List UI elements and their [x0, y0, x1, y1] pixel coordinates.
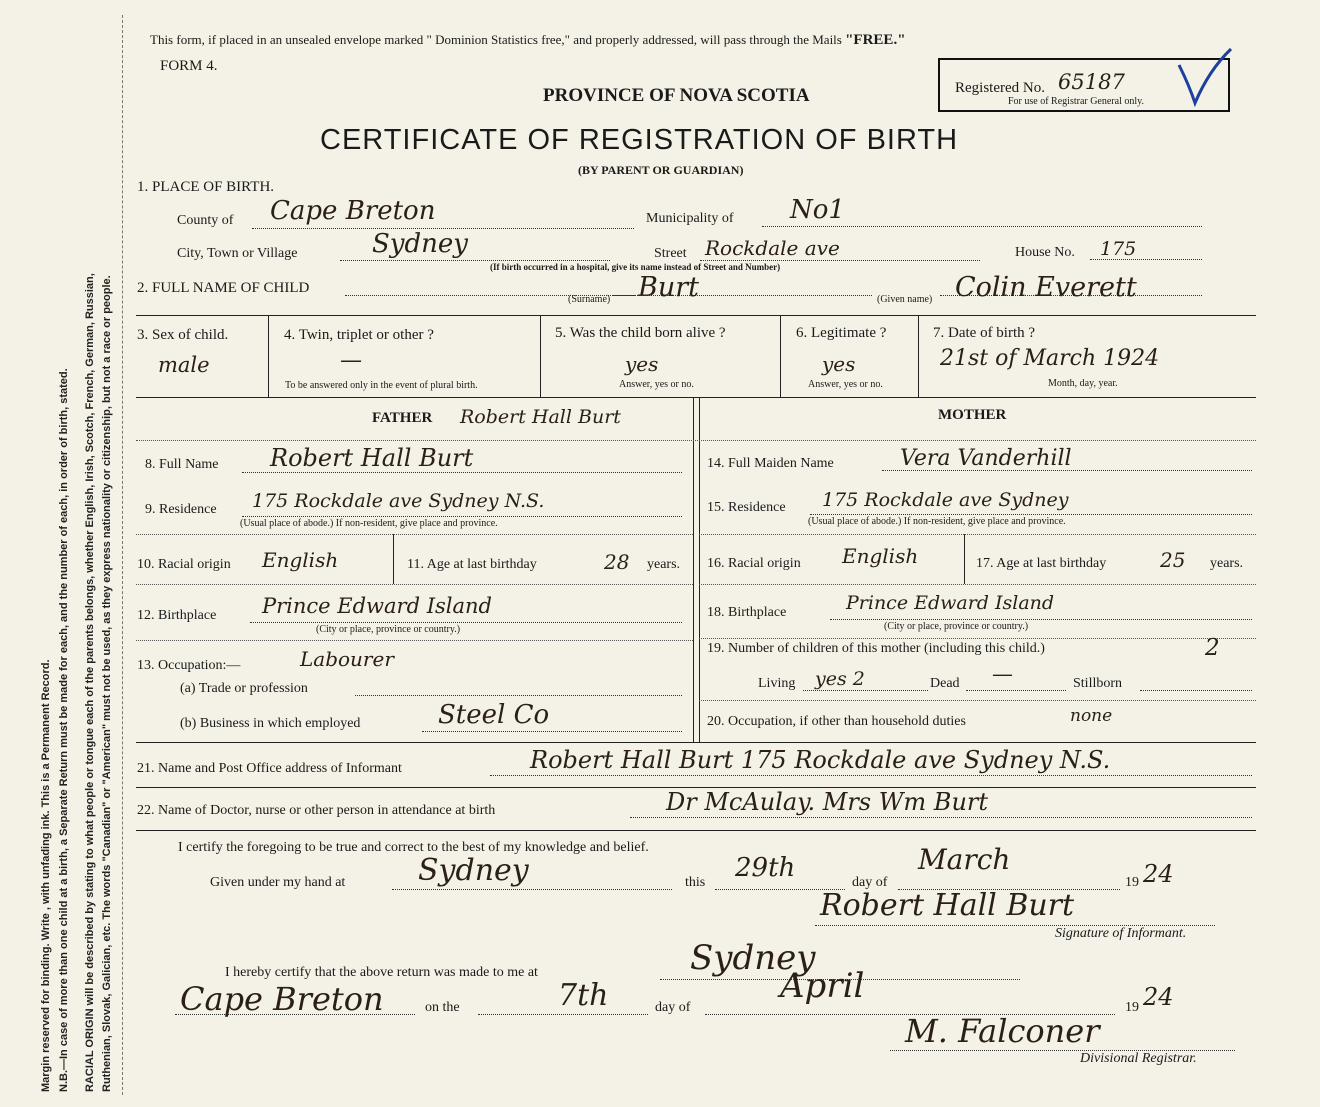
father-header-value: Robert Hall Burt	[460, 406, 621, 428]
father-racial-label: 10. Racial origin	[137, 557, 231, 572]
city-value: Sydney	[372, 229, 468, 259]
mother-birthplace-label: 18. Birthplace	[707, 605, 787, 620]
mother-birthplace-note: (City or place, province or country.)	[884, 621, 1029, 632]
legitimate-note: Answer, yes or no.	[808, 379, 883, 390]
day-of-label: day of	[852, 875, 888, 890]
given-name-value: Colin Everett	[955, 272, 1137, 303]
registered-county-value: Cape Breton	[180, 980, 384, 1018]
father-residence-note: (Usual place of abode.) If non-resident, give place and province.	[240, 518, 498, 529]
registered-month-value: April	[780, 966, 865, 1006]
province-heading: PROVINCE OF NOVA SCOTIA	[543, 85, 810, 106]
mother-residence-label: 15. Residence	[707, 500, 786, 515]
mother-age-label: 17. Age at last birthday	[976, 556, 1107, 571]
dob-note: Month, day, year.	[1048, 378, 1118, 389]
certify-statement: I certify the foregoing to be true and correct to the best of my knowledge and belief.	[178, 840, 649, 855]
father-birthplace-value: Prince Edward Island	[262, 594, 492, 618]
mother-full-name-value: Vera Vanderhill	[900, 446, 1072, 471]
dob-value: 21st of March 1924	[940, 346, 1160, 371]
given-year-value: 24	[1143, 860, 1174, 888]
margin-note-multiple-births: N.B.—In case of more than one child at a birth, a Separate Return must be made for each, and the number of each, in order of birth, stated.	[58, 368, 70, 1092]
mother-occupation-value: none	[1070, 706, 1113, 726]
legitimate-value: yes	[822, 352, 856, 376]
mother-full-name-label: 14. Full Maiden Name	[707, 456, 834, 471]
certificate-subtitle: (BY PARENT OR GUARDIAN)	[578, 163, 744, 177]
father-business-value: Steel Co	[438, 700, 550, 730]
born-alive-value: yes	[625, 352, 659, 376]
registered-at-value: Sydney	[690, 938, 816, 978]
signature-informant-label: Signature of Informant.	[1055, 926, 1187, 941]
certificate-title: CERTIFICATE OF REGISTRATION OF BIRTH	[320, 124, 959, 156]
informant-value: Robert Hall Burt 175 Rockdale ave Sydney N.S.	[530, 746, 1111, 774]
surname-value: Burt	[638, 272, 699, 303]
given-name-label: (Given name)	[877, 294, 933, 305]
sex-label: 3. Sex of child.	[137, 327, 229, 343]
trade-label: (a) Trade or profession	[180, 681, 308, 696]
registered-day-value: 7th	[558, 978, 609, 1013]
father-years-label: years.	[647, 557, 681, 572]
given-month-value: March	[918, 843, 1011, 876]
municipality-label: Municipality of	[646, 211, 734, 226]
city-label: City, Town or Village	[177, 246, 298, 261]
father-heading: FATHER	[372, 410, 433, 426]
father-age-label: 11. Age at last birthday	[407, 557, 537, 572]
mother-occupation-label: 20. Occupation, if other than household duties	[707, 714, 966, 729]
mother-age-value: 25	[1160, 548, 1186, 572]
street-value: Rockdale ave	[705, 236, 840, 260]
hospital-note: (If birth occurred in a hospital, give its name instead of Street and Number)	[490, 262, 781, 272]
living-label: Living	[758, 676, 796, 691]
given-day-value: 29th	[735, 853, 796, 883]
house-label: House No.	[1015, 245, 1075, 260]
mother-racial-value: English	[842, 544, 919, 568]
municipality-value: No1	[790, 195, 845, 225]
father-residence-label: 9. Residence	[145, 502, 217, 517]
born-alive-note: Answer, yes or no.	[619, 379, 694, 390]
mother-racial-label: 16. Racial origin	[707, 556, 801, 571]
dead-value: —	[992, 662, 1013, 686]
father-age-value: 28	[604, 550, 630, 574]
margin-note-binding: Margin reserved for binding. Write , with unfading ink. This is a Permanent Record.	[40, 659, 52, 1092]
binding-margin-rule	[122, 15, 123, 1095]
registrar-note: For use of Registrar General only.	[1008, 96, 1144, 107]
year-prefix-2-label: 19	[1125, 1000, 1139, 1015]
street-label: Street	[654, 246, 687, 261]
full-name-child-label: 2. FULL NAME OF CHILD	[137, 280, 310, 296]
mother-residence-value: 175 Rockdale ave Sydney	[822, 489, 1069, 511]
father-occupation-value: Labourer	[300, 647, 394, 671]
dob-label: 7. Date of birth ?	[933, 325, 1036, 341]
mother-birthplace-value: Prince Edward Island	[846, 592, 1055, 614]
registrar-signature: M. Falconer	[905, 1012, 1100, 1050]
mail-notice: This form, if placed in an unsealed envelope marked " Dominion Statistics free," and properly addressed, will pass through the Mails "FREE."	[150, 32, 906, 48]
father-residence-value: 175 Rockdale ave Sydney N.S.	[252, 490, 545, 512]
informant-signature: Robert Hall Burt	[820, 888, 1075, 923]
year-prefix-label: 19	[1125, 875, 1139, 890]
informant-label: 21. Name and Post Office address of Informant	[137, 761, 402, 776]
given-at-value: Sydney	[418, 853, 529, 888]
mother-residence-note: (Usual place of abode.) If non-resident, give place and province.	[808, 516, 1066, 527]
father-full-name-value: Robert Hall Burt	[270, 444, 474, 472]
on-the-label: on the	[425, 1000, 460, 1015]
living-value: yes 2	[815, 668, 865, 690]
twin-label: 4. Twin, triplet or other ?	[284, 327, 434, 343]
born-alive-label: 5. Was the child born alive ?	[555, 325, 726, 341]
checkmark-icon	[1175, 45, 1235, 110]
children-count-label: 19. Number of children of this mother (including this child.)	[707, 641, 1045, 656]
given-hand-label: Given under my hand at	[210, 875, 346, 890]
margin-note-racial-origin: RACIAL ORIGIN will be described by stating to what people or tongue each of the parents belongs, whether English, Irish, Scotch, French, German, Russian,	[84, 273, 96, 1092]
mother-years-label: years.	[1210, 556, 1244, 571]
divisional-registrar-label: Divisional Registrar.	[1080, 1051, 1197, 1066]
registered-label: Registered No.	[955, 80, 1045, 96]
father-occupation-label: 13. Occupation:—	[137, 658, 241, 673]
surname-label: (Surname)	[568, 294, 611, 305]
business-label: (b) Business in which employed	[180, 716, 361, 731]
twin-value: —	[340, 348, 362, 373]
stillborn-label: Stillborn	[1073, 676, 1123, 691]
county-value: Cape Breton	[270, 196, 436, 226]
form-number: FORM 4.	[160, 58, 218, 74]
mother-heading: MOTHER	[938, 407, 1007, 423]
county-label: County of	[177, 213, 234, 228]
this-label: this	[685, 875, 706, 890]
twin-note: To be answered only in the event of plural birth.	[285, 380, 478, 391]
sex-value: male	[158, 353, 210, 377]
father-birthplace-note: (City or place, province or country.)	[316, 624, 461, 635]
dead-label: Dead	[930, 676, 960, 691]
legitimate-label: 6. Legitimate ?	[796, 325, 887, 341]
father-full-name-label: 8. Full Name	[145, 457, 219, 472]
day-of-2-label: day of	[655, 1000, 691, 1015]
children-count-value: 2	[1205, 635, 1220, 661]
margin-note-racial-origin-cont: Ruthenian, Slovak, Galician, etc. The words "Canadian" or "American" must not be used, as they express nationality or citizenship, but not a race or people.	[101, 275, 113, 1092]
father-racial-value: English	[262, 548, 339, 572]
house-value: 175	[1100, 238, 1137, 260]
father-birthplace-label: 12. Birthplace	[137, 608, 217, 623]
doctor-label: 22. Name of Doctor, nurse or other person in attendance at birth	[137, 803, 496, 818]
registered-value: 65187	[1058, 70, 1125, 94]
place-of-birth-label: 1. PLACE OF BIRTH.	[137, 179, 275, 195]
registered-year-value: 24	[1143, 983, 1174, 1011]
doctor-value: Dr McAulay. Mrs Wm Burt	[666, 788, 989, 816]
hereby-certify-label: I hereby certify that the above return was made to me at	[225, 965, 538, 980]
